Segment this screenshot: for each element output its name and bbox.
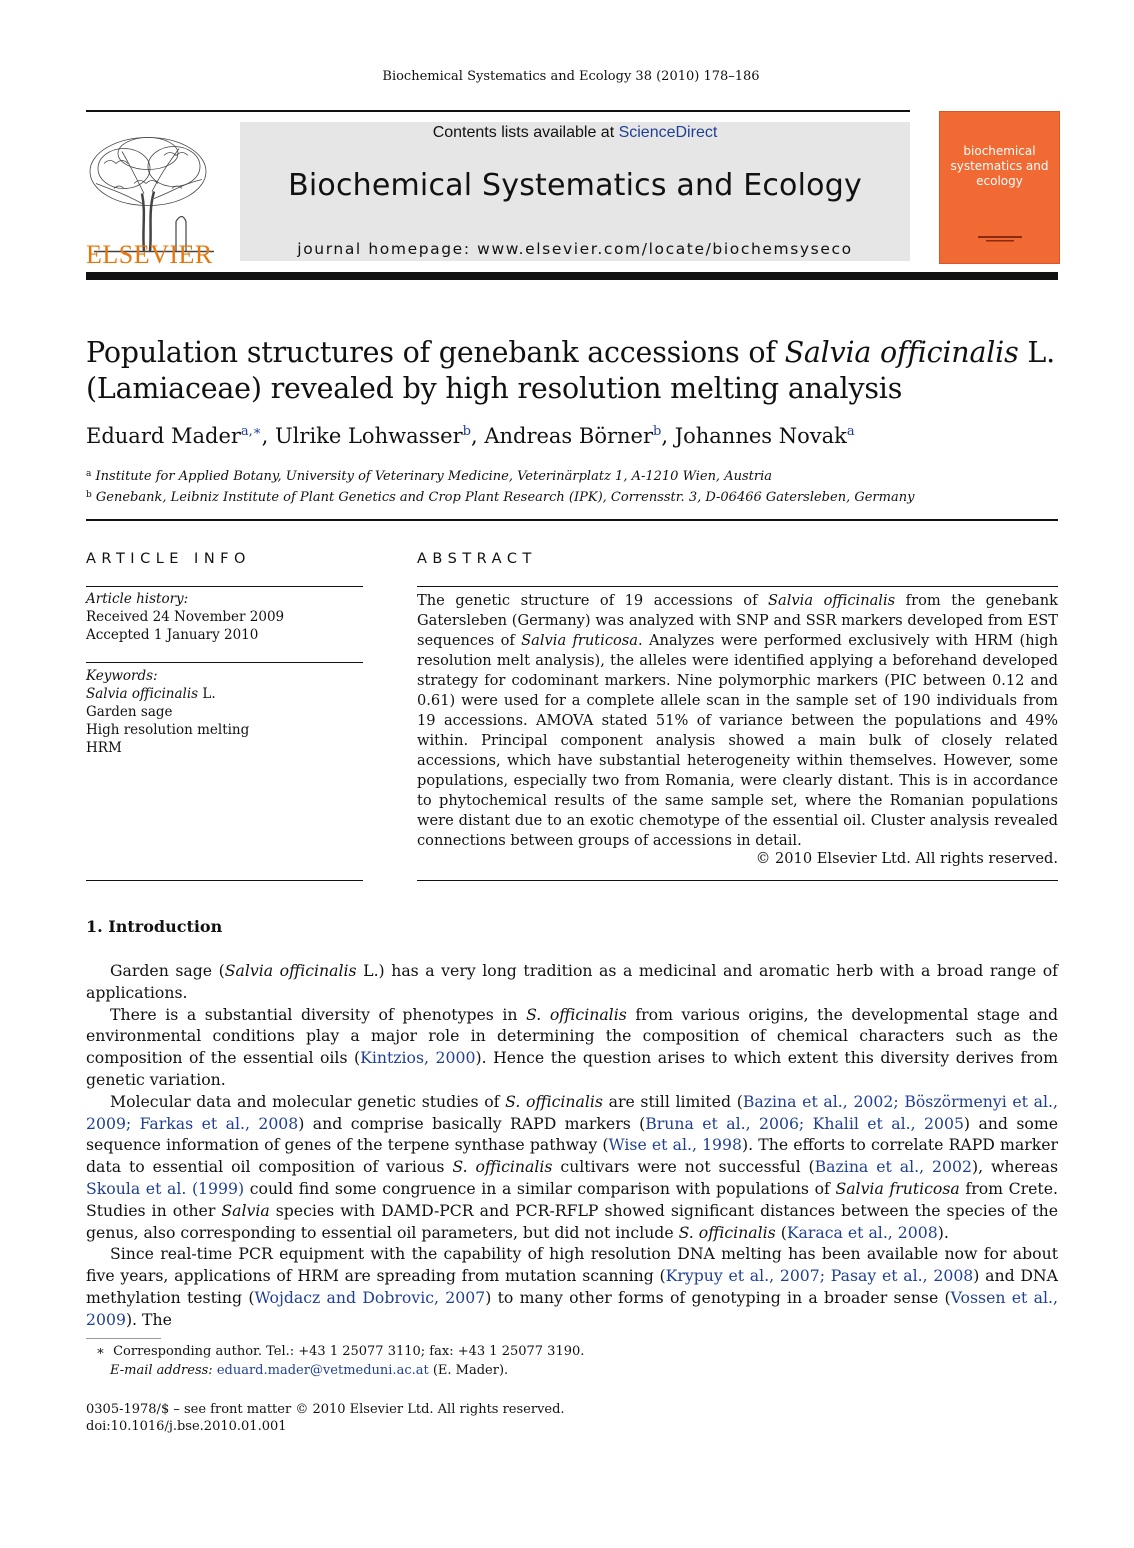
author-affiliation-mark[interactable]: b bbox=[653, 424, 662, 439]
keyword: Garden sage bbox=[86, 704, 173, 720]
issn-line: 0305-1978/$ – see front matter © 2010 Elsevier Ltd. All rights reserved. bbox=[86, 1402, 565, 1417]
author-name: Johannes Novak bbox=[674, 424, 847, 448]
doi[interactable]: doi:10.1016/j.bse.2010.01.001 bbox=[86, 1419, 287, 1434]
paragraph: There is a substantial diversity of phenotypes in S. officinalis from various origins, the developmental stage and environmental conditions play a major role in determining the composition of chemical characters such as the composition of the essential oils (Kintzios, 2000). Hence the question arises to which extent this diversity derives from genetic variation. bbox=[86, 1004, 1058, 1089]
elsevier-wordmark: ELSEVIER bbox=[86, 240, 213, 269]
keyword: Salvia officinalis L. bbox=[86, 686, 216, 702]
author-name: Eduard Mader bbox=[86, 424, 241, 448]
journal-title: Biochemical Systematics and Ecology bbox=[288, 168, 862, 203]
title-species: Salvia officinalis bbox=[784, 336, 1019, 369]
abstract-text: The genetic structure of 19 accessions of Salvia officinalis from the genebank Gatersleben (Germany) was analyzed with SNP and SSR markers developed from EST sequences of Salvia fruticosa. Analyzes were performed exclusively with HRM (high resolution melt analysis), the alleles were identified applying a beforehand developed strategy for codominant markers. Nine polymorphic markers (PIC between 0.12 and 0.61) were used for a complete allele scan in the sample set of 190 individuals from 19 accessions. AMOVA stated 51% of variance between the populations and 49% within. Principal component analysis showed a main bulk of closely related accessions, which have substantial heterogeneity within themselves. However, some populations, especially two from Romania, were clearly distant. This is in accordance to phytochemical results of the same sample set, where the Romanian populations were distant due to an exotic chemotype of the essential oil. Cluster analysis revealed connections between groups of accessions in detail. bbox=[417, 592, 1059, 849]
footnote-marker: ∗ bbox=[96, 1344, 105, 1359]
citation-link[interactable]: Bazina et al., 2002; Böszörmenyi et al., 2009; Farkas et al., 2008 bbox=[86, 1091, 1058, 1133]
divider bbox=[417, 880, 1058, 881]
citation-link[interactable]: Kintzios, 2000 bbox=[360, 1048, 476, 1068]
citation-link[interactable]: Krypuy et al., 2007; Pasay et al., 2008 bbox=[665, 1266, 974, 1286]
received-date: Received 24 November 2009 bbox=[86, 609, 285, 625]
divider bbox=[86, 662, 363, 663]
footnote-rule bbox=[86, 1338, 161, 1339]
front-matter bbox=[86, 1401, 786, 1435]
contents-prefix: Contents lists available at bbox=[432, 124, 619, 141]
paragraph: Garden sage (Salvia officinalis L.) has a very long tradition as a medicinal and aromatic herb with a broad range of applications. bbox=[86, 961, 1058, 1002]
cover-publisher-mark bbox=[978, 232, 1022, 244]
citation-link[interactable]: Bazina et al., 2002 bbox=[814, 1157, 972, 1177]
citation-link[interactable]: Wojdacz and Dobrovic, 2007 bbox=[254, 1287, 486, 1307]
title-divider bbox=[86, 519, 1058, 521]
divider bbox=[86, 880, 363, 881]
affiliation-b: $^b$ Genebank, Leibniz Institute of Plant Genetics and Crop Plant Research (IPK), Corrensstr. 3, D-06466 Gatersleben, Germany bbox=[86, 490, 915, 505]
keyword: HRM bbox=[86, 740, 122, 756]
citation-link[interactable]: Karaca et al., 2008 bbox=[786, 1222, 938, 1242]
corresponding-author-footnote: ∗ Corresponding author. Tel.: +43 1 25077 3110; fax: +43 1 25077 3190. E-mail address: eduard.mader@vetmeduni.ac.at (E. Mader). bbox=[96, 1344, 585, 1378]
journal-cover bbox=[939, 111, 1060, 264]
keywords bbox=[86, 667, 363, 757]
affiliation-a: $^a$ Institute for Applied Botany, University of Veterinary Medicine, Veterinärplatz 1, A-1210 Wien, Austria bbox=[86, 469, 772, 484]
cover-title: biochemical systematics and ecology bbox=[950, 144, 1049, 188]
author-name: Andreas Börner bbox=[484, 424, 653, 448]
section-heading-introduction: 1. Introduction bbox=[86, 917, 223, 936]
history-label: Article history: bbox=[86, 591, 189, 607]
abstract-heading: ABSTRACT bbox=[417, 551, 537, 567]
author-list: Eduard Mader$^{a,∗}$, Ulrike Lohwasser$^b$, Andreas Börner$^b$, Johannes Novak$^a$ bbox=[86, 424, 855, 448]
article-history bbox=[86, 590, 363, 644]
keyword: High resolution melting bbox=[86, 722, 250, 738]
author-affiliation-mark[interactable]: a,∗ bbox=[240, 424, 262, 439]
divider bbox=[86, 586, 363, 587]
author-affiliation-mark[interactable]: b bbox=[462, 424, 471, 439]
affiliations bbox=[86, 465, 1058, 507]
divider bbox=[417, 586, 1058, 587]
contact-details: Corresponding author. Tel.: +43 1 25077 3110; fax: +43 1 25077 3190. bbox=[113, 1344, 585, 1359]
journal-homepage[interactable]: journal homepage: www.elsevier.com/locate/biochemsyseco bbox=[297, 240, 853, 258]
keywords-label: Keywords: bbox=[86, 668, 158, 684]
paragraph: Molecular data and molecular genetic studies of S. officinalis are still limited (Bazina et al., 2002; Böszörmenyi et al., 2009; Farkas et al., 2008) and comprise basically RAPD markers (Bruna et al., 2006; Khalil et al., 2005) and some sequence information of genes of the terpene synthase pathway (Wise et al., 1998). The efforts to correlate RAPD marker data to essential oil composition of various S. officinalis cultivars were not successful (Bazina et al., 2002), whereas Skoula et al. (1999) could find some congruence in a similar comparison with populations of Salvia fruticosa from Crete. Studies in other Salvia species with DAMD-PCR and PCR-RFLP showed significant distances between the species of the genus, also corresponding to essential oil parameters, but did not include S. officinalis (Karaca et al., 2008). bbox=[86, 1091, 1059, 1242]
abstract-copyright: © 2010 Elsevier Ltd. All rights reserved. bbox=[755, 850, 1058, 867]
paragraph: Since real-time PCR equipment with the capability of high resolution DNA melting has been available now for about five years, applications of HRM are spreading from mutation scanning (Krypuy et al., 2007; Pasay et al., 2008) and DNA methylation testing (Wojdacz and Dobrovic, 2007) to many other forms of genotyping in a broader sense (Vossen et al., 2009). The bbox=[86, 1244, 1058, 1329]
journal-citation: Biochemical Systematics and Ecology 38 (2010) 178–186 bbox=[382, 69, 760, 84]
article-title: Population structures of genebank accessions of Salvia officinalis L. (Lamiaceae) revealed by high resolution melting analysis bbox=[86, 336, 1055, 405]
contents-line bbox=[240, 124, 910, 142]
citation-link[interactable]: Vossen et al., 2009 bbox=[86, 1287, 1058, 1329]
sciencedirect-link[interactable]: ScienceDirect bbox=[618, 124, 718, 141]
citation-link[interactable]: Bruna et al., 2006; Khalil et al., 2005 bbox=[645, 1113, 964, 1133]
header-thick-rule bbox=[86, 272, 1058, 280]
citation-link[interactable]: Wise et al., 1998 bbox=[608, 1135, 743, 1155]
email-label: E-mail address: bbox=[110, 1363, 217, 1378]
introduction-body bbox=[86, 960, 1058, 1331]
accepted-date: Accepted 1 January 2010 bbox=[86, 627, 259, 643]
email-link[interactable]: eduard.mader@vetmeduni.ac.at bbox=[216, 1363, 429, 1378]
citation-link[interactable]: Skoula et al. (1999) bbox=[86, 1178, 245, 1198]
author-name: Ulrike Lohwasser bbox=[274, 424, 463, 448]
header-rule bbox=[86, 110, 910, 112]
article-info-heading: ARTICLE INFO bbox=[86, 551, 251, 567]
author-affiliation-mark[interactable]: a bbox=[846, 424, 855, 439]
